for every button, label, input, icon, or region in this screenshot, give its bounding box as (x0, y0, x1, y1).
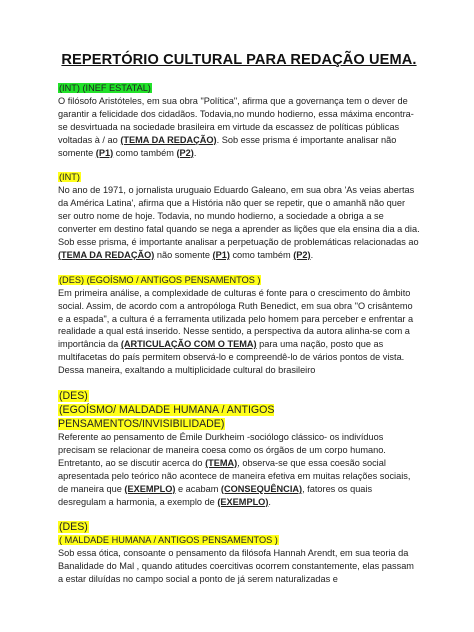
section-subtag: ( MALDADE HUMANA / ANTIGOS PENSAMENTOS ) (59, 535, 278, 546)
placeholder-exemplo: (EXEMPLO) (124, 483, 176, 494)
paragraph-text: , observa-se que essa coesão social apresentada pelo teórico não acontece de maneira efetiva em muitas relações sociais, de maneira que (58, 457, 411, 494)
paragraph-text: não somente (154, 249, 213, 260)
placeholder-p1: (P1) (95, 147, 114, 158)
section-paragraph (58, 287, 420, 377)
placeholder-exemplo: (EXEMPLO) (217, 496, 269, 507)
paragraph-text: No ano de 1971, o jornalista uruguaio Eduardo Galeano, em sua obra 'As veias abertas da América Latina', afirma que a História não quer se repetir, que o amanhã não quer ser outro nome de hoje. Todavia, no mundo hodierno, a sociedade a obriga a se converter em destino fatal quando se nega a aprender as lições que ela ensina dia a dia. Sob esse prisma, é importante analisar a perpetuação de problemáticas relacionadas ao (58, 185, 420, 247)
section-paragraph (58, 184, 420, 261)
paragraph-text: Referente ao pensamento de Émile Durkheim -sociólogo clássico- os indivíduos precisam se relacionar de maneira coesa como os órgãos de um corpo humano. Entretanto, ao se discutir acerca do (58, 432, 386, 468)
placeholder-p1: (P1) (212, 249, 230, 260)
paragraph-text: e acabam (175, 483, 221, 494)
paragraph-text: como também (113, 147, 177, 158)
section-development-2 (58, 389, 420, 508)
placeholder-tema: (TEMA DA REDAÇÃO) (58, 249, 155, 260)
paragraph-text: . (193, 147, 197, 158)
section-tag: (DES) (59, 390, 88, 403)
paragraph-text: . (268, 496, 271, 507)
section-introduction-2 (58, 171, 420, 261)
placeholder-tema: (TEMA) (205, 457, 238, 468)
paragraph-text: para uma nação, posto que as multifacetas do país permitem observá-lo e compreendê-lo de vários pontos de vista. Dessa maneira, exaltando a multiplicidade cultural do brasileiro (58, 339, 405, 376)
section-tag: (INT) (INEF ESTATAL) (59, 83, 151, 93)
section-development-1 (58, 274, 420, 377)
placeholder-consequencia: (CONSEQUÊNCIA) (220, 483, 303, 494)
placeholder-articulacao: (ARTICULAÇÃO COM O TEMA) (120, 339, 257, 350)
section-development-3 (58, 520, 420, 586)
section-tag: (DES) (EGOÍSMO / ANTIGOS PENSAMENTOS ) (59, 274, 261, 285)
paragraph-text: Em primeira análise, a complexidade de culturas é fonte para o crescimento do âmbito social. Assim, de acordo com a antropóloga Ruth Benedict, em sua obra "O crisântemo e a espada", a cultura é a ferramenta utilizada pelo homem para perceber e enfrentar a realidade a qual está inserido. Nesse sentido, a perspectiva da autora alinha-se com a importância da (58, 287, 414, 350)
section-subtag: (EGOÍSMO/ MALDADE HUMANA / ANTIGOS PENSAMENTOS/INVISIBILIDADE) (58, 404, 275, 431)
paragraph-text: O filósofo Aristóteles, em sua obra "Política", afirma que a governança tem o dever de garantir a felicidade dos cidadãos. Todavia,no mundo hodierno, essa máxima encontra-se desvirtuada na sociedade brasileira em virtude da escassez de políticas públicas voltadas à / ao (58, 95, 414, 145)
section-paragraph (58, 431, 420, 508)
section-tag: (INT) (59, 172, 80, 183)
section-paragraph (58, 95, 420, 160)
placeholder-tema: (TEMA DA REDAÇÃO) (120, 134, 217, 145)
paragraph-text: Sob essa ótica, consoante o pensamento da filósofa Hannah Arendt, em sua teoria da Banalidade do Mal , quando atitudes coercitivas ocorrem constantemente, elas passam a estar diluídas no campo social a ponto de já serem naturalizadas e (58, 548, 414, 585)
document-title: REPERTÓRIO CULTURAL PARA REDAÇÃO UEMA. (61, 52, 417, 68)
paragraph-text: como também (229, 249, 294, 260)
paragraph-text: , fatores os quais desregulam a harmonia, a exemplo de (58, 483, 373, 507)
section-tag: (DES) (59, 521, 88, 534)
paragraph-text: . Sob esse prisma é importante analisar não somente (58, 134, 397, 158)
placeholder-p2: (P2) (176, 147, 194, 158)
placeholder-p2: (P2) (293, 249, 311, 260)
paragraph-text: . (310, 249, 314, 260)
section-introduction-1 (58, 82, 420, 159)
section-paragraph (58, 547, 420, 586)
